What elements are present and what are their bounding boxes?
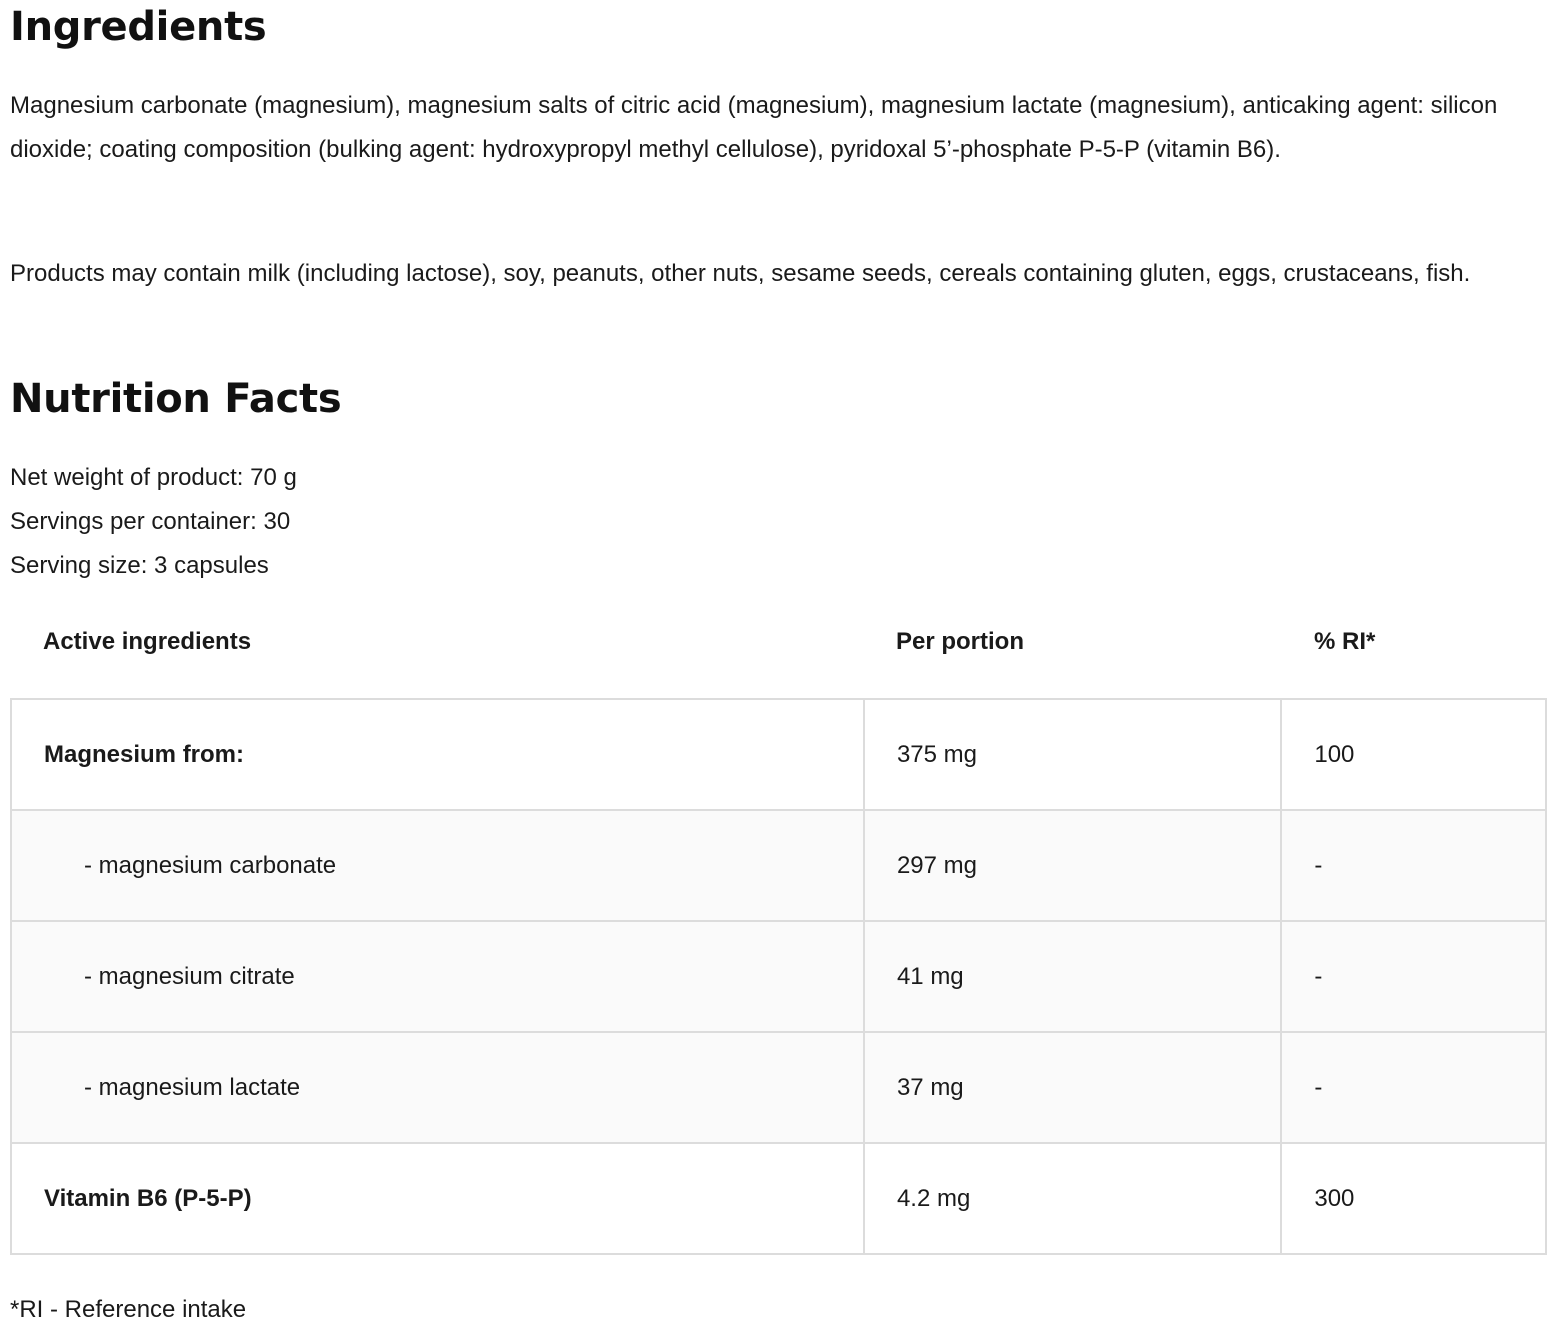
column-header-ri: % RI*	[1314, 628, 1376, 655]
ri-value: -	[1281, 921, 1546, 1032]
ri-value: 300	[1281, 1143, 1546, 1254]
per-portion-value: 37 mg	[864, 1032, 1281, 1143]
table-row	[11, 1143, 1546, 1254]
ingredients-text: Magnesium carbonate (magnesium), magnesium salts of citric acid (magnesium), magnesium lactate (magnesium), anticaking agent: silicon dioxide; coating composition (bulking agent: hydroxypropyl methyl cellulose), pyridoxal 5’-phosphate P-5-P (vitamin B6).	[10, 92, 1498, 163]
ri-value: -	[1281, 1032, 1546, 1143]
table-row	[11, 921, 1546, 1032]
ri-footnote: *RI - Reference intake	[10, 1296, 247, 1323]
nutrition-heading: Nutrition Facts	[10, 376, 342, 422]
servings-per-container: Servings per container: 30	[10, 508, 291, 535]
ingredient-name: Magnesium from:	[11, 699, 864, 810]
ri-value: 100	[1281, 699, 1546, 810]
ingredient-name: Vitamin B6 (P-5-P)	[11, 1143, 864, 1254]
table-row	[11, 1032, 1546, 1143]
ingredient-name: - magnesium citrate	[11, 921, 864, 1032]
ingredient-name: - magnesium lactate	[11, 1032, 864, 1143]
column-header-active-ingredients: Active ingredients	[43, 628, 252, 655]
ingredients-heading: Ingredients	[10, 4, 267, 50]
ri-value: -	[1281, 810, 1546, 921]
table-header	[10, 620, 1547, 664]
column-header-per-portion: Per portion	[896, 628, 1025, 655]
table-row	[11, 699, 1546, 810]
nutrition-meta	[10, 456, 297, 588]
net-weight: Net weight of product: 70 g	[10, 464, 297, 491]
serving-size: Serving size: 3 capsules	[10, 552, 269, 579]
per-portion-value: 41 mg	[864, 921, 1281, 1032]
allergens-text: Products may contain milk (including lactose), soy, peanuts, other nuts, sesame seeds, cereals containing gluten, eggs, crustaceans, fish.	[10, 260, 1471, 287]
per-portion-value: 297 mg	[864, 810, 1281, 921]
table-row	[11, 810, 1546, 921]
per-portion-value: 375 mg	[864, 699, 1281, 810]
ingredient-name: - magnesium carbonate	[11, 810, 864, 921]
nutrition-table	[10, 698, 1547, 1255]
per-portion-value: 4.2 mg	[864, 1143, 1281, 1254]
